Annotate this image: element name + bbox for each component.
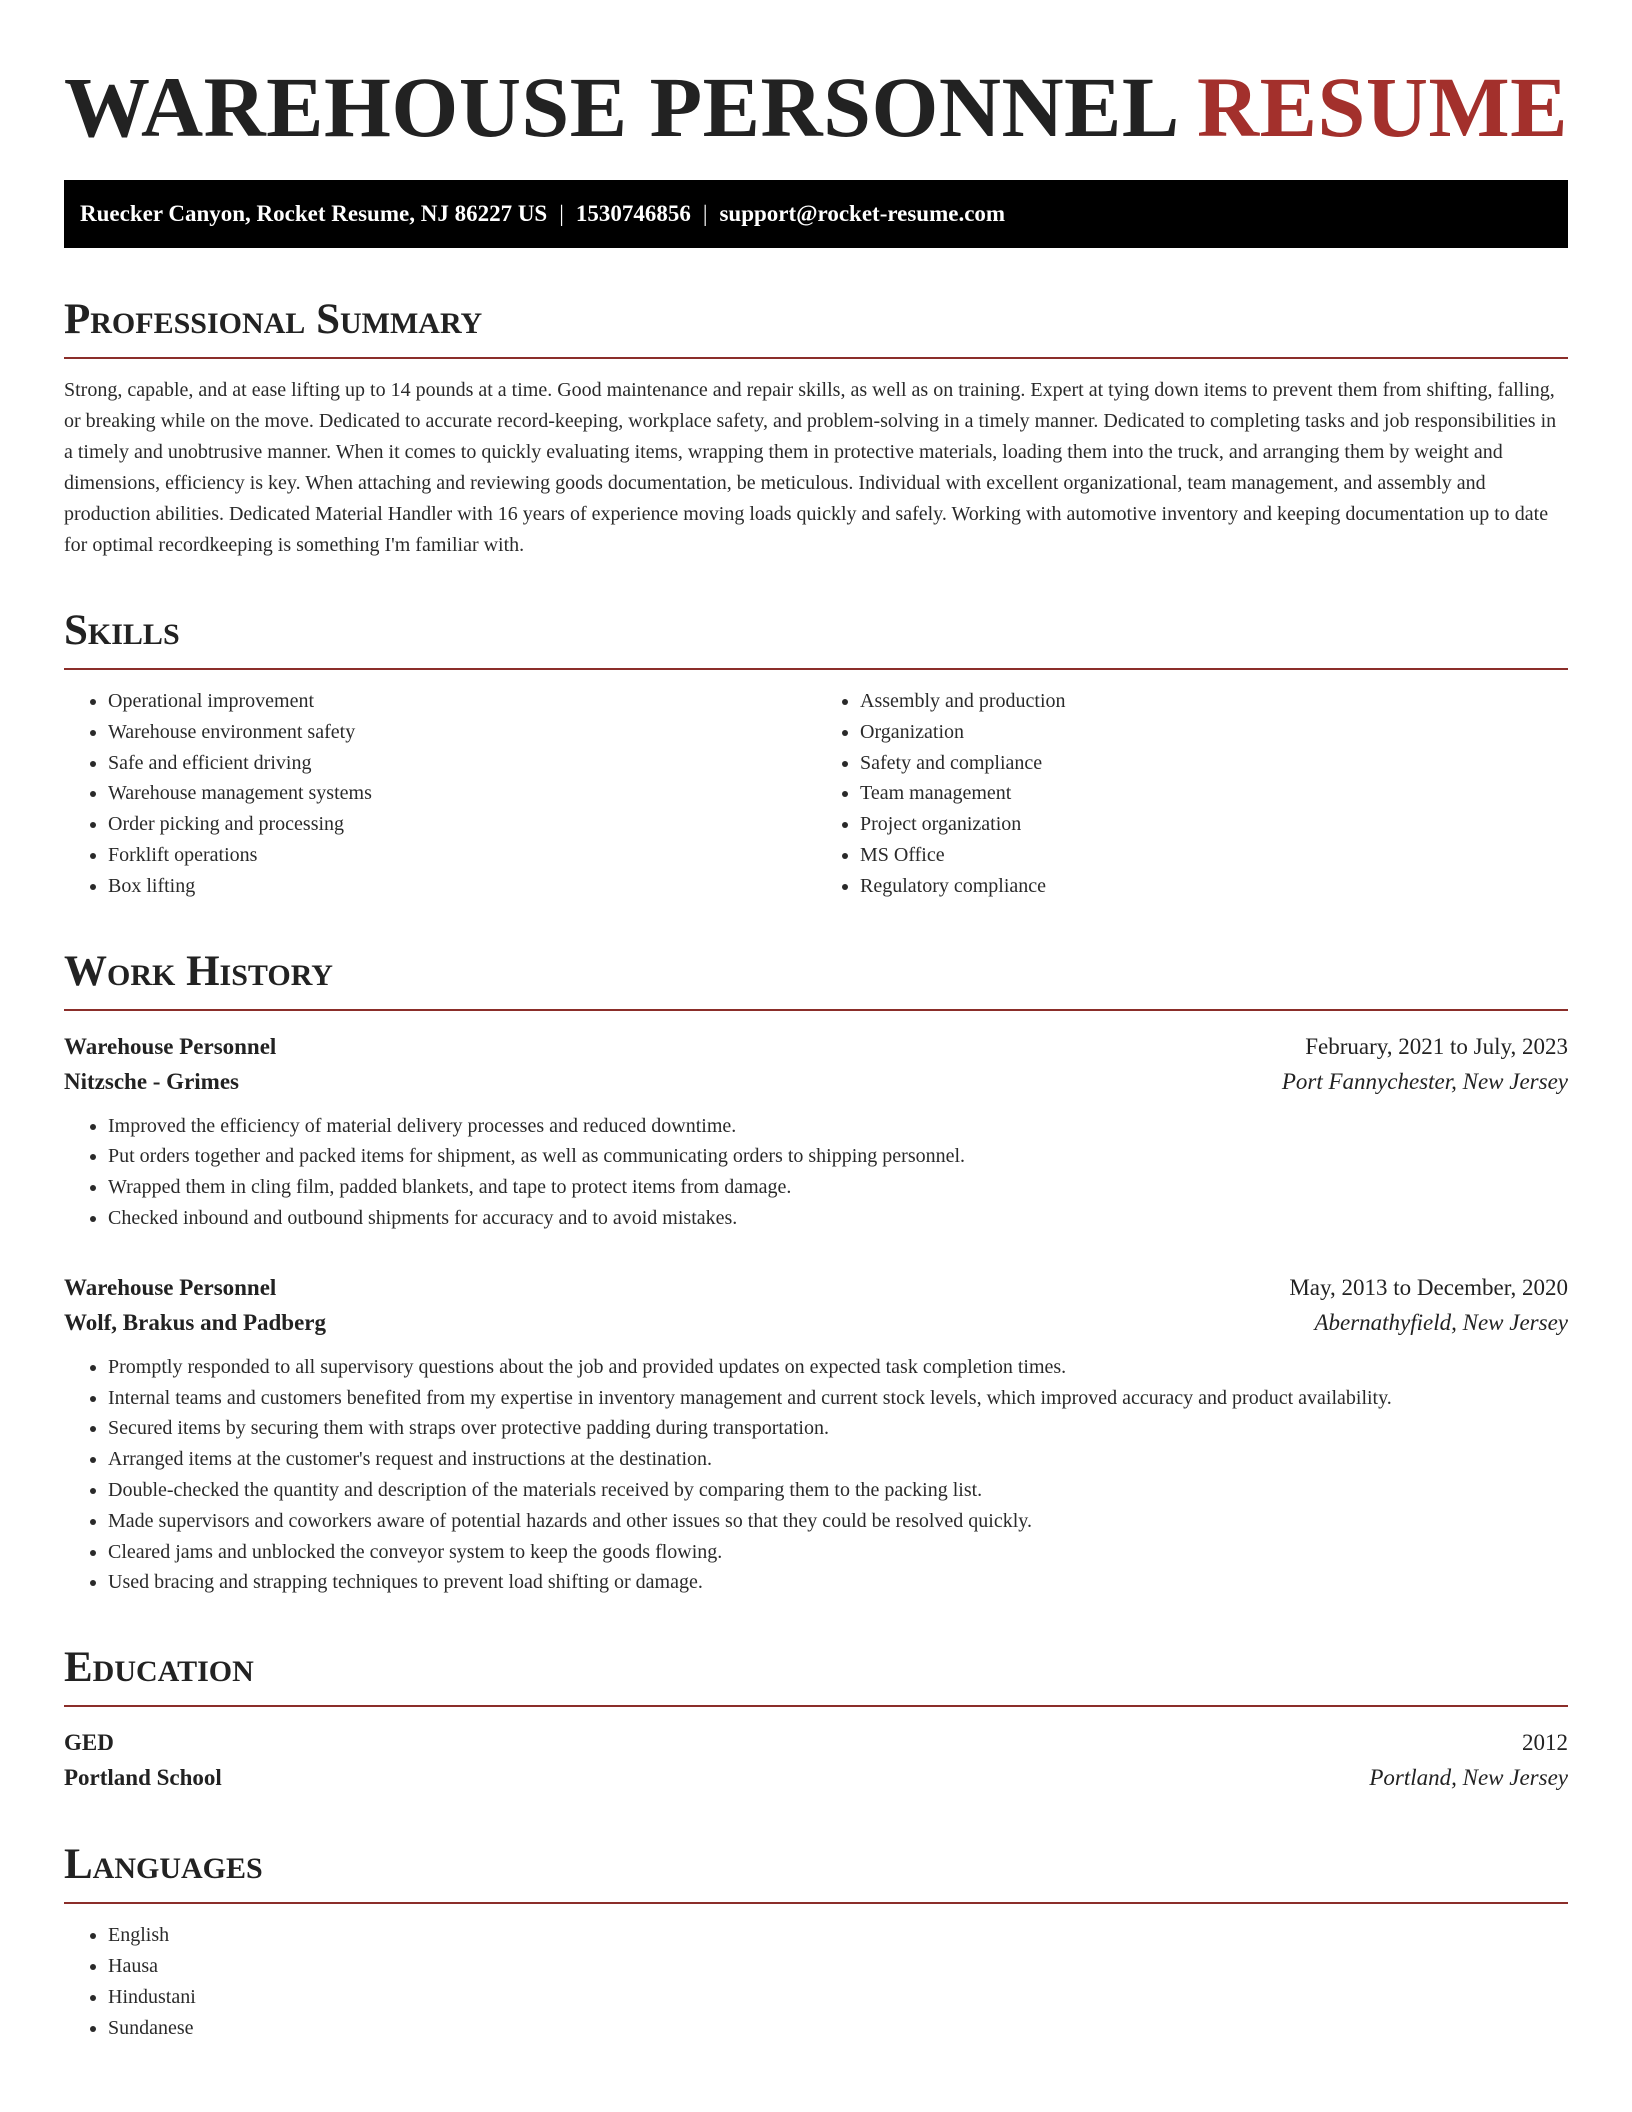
contact-bar: [64, 180, 1568, 248]
education-entry: [64, 1725, 1568, 1795]
language-item: • Hindustani: [108, 1982, 1568, 2013]
work-history-heading: Work History: [64, 950, 1568, 1011]
summary-text: Strong, capable, and at ease lifting up to 14 pounds at a time. Good maintenance and repair skills, as well as on training. Expert at tying down items to prevent them from shifting, falling, or breaking while on the move. Dedicated to accurate record-keeping, workplace safety, and problem-solving in a timely manner. Dedicated to completing tasks and job responsibilities in a timely and unobtrusive manner. When it comes to quickly evaluating items, wrapping them in protective materials, loading them into the truck, and arranging them by weight and dimensions, efficiency is key. When attaching and reviewing goods documentation, be meticulous. Individual with excellent organizational, team management, and assembly and production abilities. Dedicated Material Handler with 16 years of experience moving loads quickly and safely. Working with automotive inventory and keeping documentation up to date for optimal recordkeeping is something I'm familiar with.: [64, 379, 1557, 556]
job-dates: February, 2021 to July, 2023: [1305, 1033, 1568, 1059]
skill-item: • Warehouse environment safety: [108, 717, 816, 748]
job-duty-item: • Wrapped them in cling film, padded blankets, and tape to protect items from damage.: [108, 1172, 1568, 1203]
contact-phone: 1530746856: [575, 201, 691, 226]
languages-list: [64, 1920, 1568, 2043]
contact-email[interactable]: support@rocket-resume.com: [719, 201, 1006, 226]
skill-item: • Project organization: [860, 809, 1568, 840]
skill-item: • Team management: [860, 778, 1568, 809]
job-company: Wolf, Brakus and Padberg: [64, 1309, 326, 1335]
education-degree: GED: [64, 1730, 114, 1756]
title-main: WAREHOUSE PERSONNEL: [64, 59, 1176, 155]
job-title: Warehouse Personnel: [64, 1274, 277, 1300]
skill-item: • Warehouse management systems: [108, 778, 816, 809]
skills-column-right: [816, 686, 1568, 902]
skill-item: • Operational improvement: [108, 686, 816, 717]
contact-address: Ruecker Canyon, Rocket Resume, NJ 86227 US: [80, 201, 548, 226]
job-duty-item: • Internal teams and customers benefited from my expertise in inventory management and current stock levels, which improved accuracy and product availability.: [108, 1383, 1568, 1414]
job-entry: [64, 1029, 1568, 1234]
job-dates: May, 2013 to December, 2020: [1289, 1274, 1568, 1300]
job-duty-item: • Cleared jams and unblocked the conveyor system to keep the goods flowing.: [108, 1537, 1568, 1568]
education-location: Portland, New Jersey: [1369, 1765, 1568, 1791]
skill-item: • MS Office: [860, 840, 1568, 871]
job-duty-item: • Secured items by securing them with straps over protective padding during transportation.: [108, 1413, 1568, 1444]
job-company: Nitzsche - Grimes: [64, 1068, 239, 1094]
job-location: Abernathyfield, New Jersey: [1314, 1309, 1568, 1335]
languages-heading: Languages: [64, 1843, 1568, 1904]
job-duty-item: • Made supervisors and coworkers aware of potential hazards and other issues so that they could be resolved quickly.: [108, 1506, 1568, 1537]
job-duty-item: • Put orders together and packed items for shipment, as well as communicating orders to shipping personnel.: [108, 1141, 1568, 1172]
resume-title: [64, 59, 1568, 155]
education-heading: Education: [64, 1646, 1568, 1707]
skills-column-left: [64, 686, 816, 902]
education-year: 2012: [1522, 1730, 1568, 1756]
skill-item: • Safety and compliance: [860, 748, 1568, 779]
title-accent: RESUME: [1197, 59, 1568, 155]
job-duty-item: • Used bracing and strapping techniques to prevent load shifting or damage.: [108, 1567, 1568, 1598]
job-duties: [64, 1111, 1568, 1234]
language-item: • English: [108, 1920, 1568, 1951]
skill-item: • Box lifting: [108, 871, 816, 902]
job-duty-item: • Checked inbound and outbound shipments for accuracy and to avoid mistakes.: [108, 1203, 1568, 1234]
skill-item: • Safe and efficient driving: [108, 748, 816, 779]
skills-heading: Skills: [64, 609, 1568, 670]
skill-item: • Assembly and production: [860, 686, 1568, 717]
skill-item: • Forklift operations: [108, 840, 816, 871]
job-title: Warehouse Personnel: [64, 1033, 277, 1059]
job-duty-item: • Promptly responded to all supervisory questions about the job and provided updates on expected task completion times.: [108, 1352, 1568, 1383]
job-entry: [64, 1270, 1568, 1598]
job-location: Port Fannychester, New Jersey: [1281, 1068, 1568, 1094]
skill-item: • Regulatory compliance: [860, 871, 1568, 902]
job-duty-item: • Improved the efficiency of material delivery processes and reduced downtime.: [108, 1111, 1568, 1142]
contact-separator: |: [702, 201, 708, 226]
language-item: • Sundanese: [108, 2013, 1568, 2044]
job-duties: [64, 1352, 1568, 1598]
contact-separator: |: [559, 201, 564, 226]
summary-heading: Professional Summary: [64, 298, 1568, 359]
job-duty-item: • Arranged items at the customer's request and instructions at the destination.: [108, 1444, 1568, 1475]
job-duty-item: • Double-checked the quantity and description of the materials received by comparing them to the packing list.: [108, 1475, 1568, 1506]
language-item: • Hausa: [108, 1951, 1568, 1982]
skills-list: [64, 670, 1568, 902]
education-school: Portland School: [64, 1765, 222, 1791]
skill-item: • Organization: [860, 717, 1568, 748]
skill-item: • Order picking and processing: [108, 809, 816, 840]
